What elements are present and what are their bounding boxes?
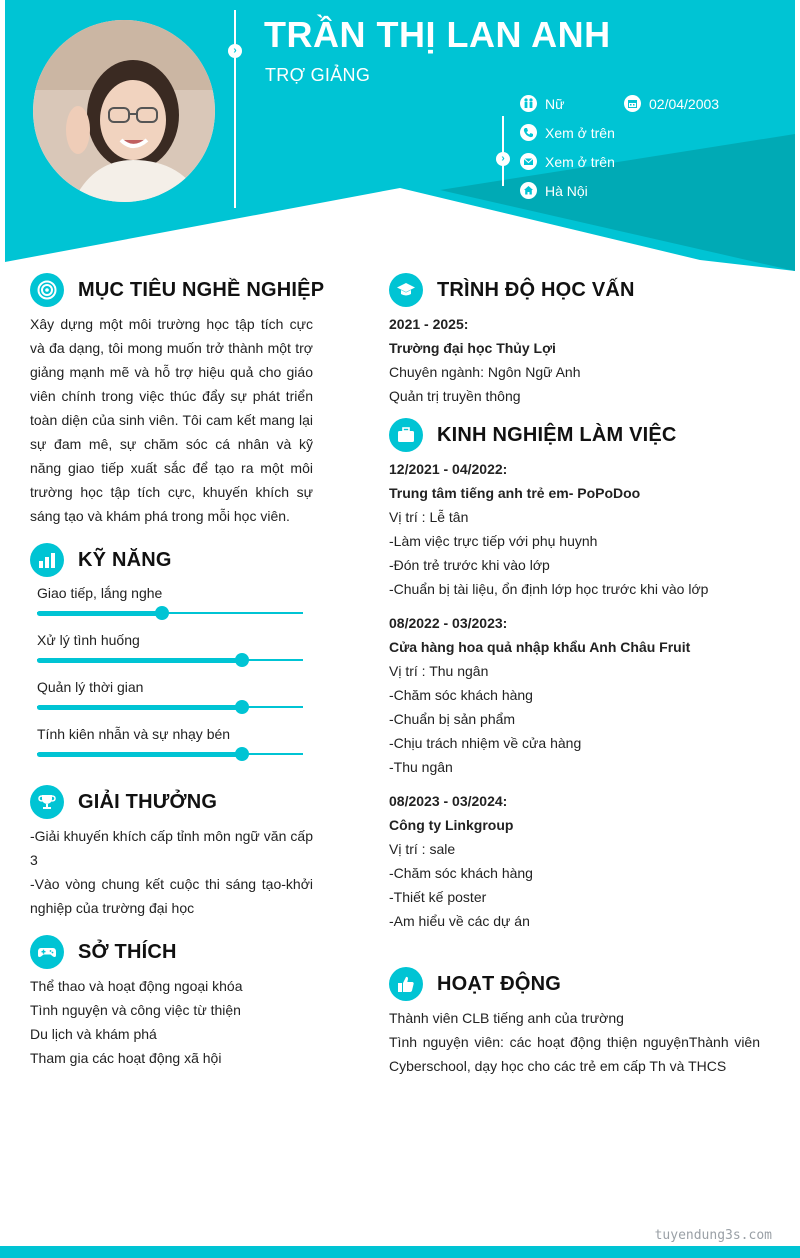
job-entry <box>389 457 708 601</box>
phone-row <box>520 124 615 141</box>
experience-title: KINH NGHIỆM LÀM VIỆC <box>437 423 677 446</box>
trophy-icon <box>30 785 64 819</box>
email-value: Xem ở trên <box>545 153 615 170</box>
job-line: -Thu ngân <box>389 759 453 775</box>
skill-label: Tính kiên nhẫn và sự nhạy bén <box>37 726 231 742</box>
hobbies-title: SỞ THÍCH <box>78 940 177 963</box>
activity-item: Tình nguyện viên: các hoạt động thiện nguyệnThành viên Cyberschool, dạy học cho các trẻ em cấp Th và THCS <box>389 1034 760 1074</box>
objective-title: MỤC TIÊU NGHỀ NGHIỆP <box>78 278 325 301</box>
home-icon <box>520 182 537 199</box>
job-line: -Làm việc trực tiếp với phụ huynh <box>389 533 598 549</box>
birthday-value: 02/04/2003 <box>649 95 720 112</box>
header-divider <box>234 10 236 208</box>
hobby-item: Du lịch và khám phá <box>30 1026 157 1042</box>
activities-list <box>389 1006 760 1078</box>
awards-list <box>30 824 313 920</box>
email-row <box>520 153 615 170</box>
education-period: 2021 - 2025: <box>389 316 469 332</box>
job-company: Công ty Linkgroup <box>389 817 514 833</box>
award-item: -Vào vòng chung kết cuộc thi sáng tạo-khởi nghiệp của trường đại học <box>30 876 313 916</box>
chevron-right-icon: › <box>228 44 242 58</box>
skill-label: Giao tiếp, lắng nghe <box>37 585 163 601</box>
job-line: -Chuẩn bị tài liệu, ổn định lớp học trước khi vào lớp <box>389 581 709 597</box>
skill-label: Xử lý tình huống <box>37 632 140 648</box>
skill-fill <box>37 658 242 663</box>
gender-icon <box>520 95 537 112</box>
gender-value: Nữ <box>545 95 565 112</box>
birthday-row <box>624 95 719 112</box>
job-period: 12/2021 - 04/2022: <box>389 461 508 477</box>
address-row <box>520 182 588 199</box>
hobbies-header <box>30 935 177 969</box>
skill-fill <box>37 705 242 710</box>
job-line: -Chăm sóc khách hàng <box>389 865 533 881</box>
avatar <box>33 20 215 202</box>
hobby-item: Thể thao và hoạt động ngoại khóa <box>30 978 243 994</box>
hobby-item: Tình nguyện và công việc từ thiện <box>30 1002 241 1018</box>
education-title: TRÌNH ĐỘ HỌC VẤN <box>437 278 635 301</box>
job-period: 08/2022 - 03/2023: <box>389 615 508 631</box>
hobbies-list <box>30 974 243 1070</box>
education-major: Chuyên ngành: Ngôn Ngữ Anh <box>389 364 581 380</box>
phone-value: Xem ở trên <box>545 124 615 141</box>
phone-icon <box>520 124 537 141</box>
envelope-icon <box>520 153 537 170</box>
job-title: TRỢ GIẢNG <box>265 65 371 85</box>
calendar-icon <box>624 95 641 112</box>
skills-header <box>30 543 172 577</box>
gender-row <box>520 95 564 112</box>
chevron-right-icon: › <box>496 152 510 166</box>
contact-divider <box>502 116 504 186</box>
footer-bar <box>0 1246 800 1258</box>
address-value: Hà Nội <box>545 182 588 199</box>
briefcase-icon <box>389 418 423 452</box>
thumbs-up-icon <box>389 967 423 1001</box>
bar-chart-icon <box>30 543 64 577</box>
objective-text: Xây dựng một môi trường học tập tích cực và đa dạng, tôi mong muốn trở thành một trợ giảng mạnh mẽ và hỗ trợ hiệu quả cho giáo viên chính trong việc thúc đẩy sự phát triển toàn diện của sinh viên. Tôi cam kết mang lại sự đam mê, sự chăm sóc cá nhân và kỹ năng giao tiếp xuất sắc để tạo ra một môi trường học tập tích cực, khuyến khích sự sáng tạo và khám phá trong mỗi học viên. <box>30 316 313 524</box>
job-line: -Thiết kế poster <box>389 889 487 905</box>
job-line: -Đón trẻ trước khi vào lớp <box>389 557 550 573</box>
job-line: -Am hiểu về các dự án <box>389 913 530 929</box>
watermark: tuyendung3s.com <box>654 1228 772 1243</box>
job-period: 08/2023 - 03/2024: <box>389 793 508 809</box>
job-entry <box>389 611 690 779</box>
experience-header <box>389 418 677 452</box>
job-line: Vị trí : Thu ngân <box>389 663 489 679</box>
skill-level-knob <box>235 747 249 761</box>
gamepad-icon <box>30 935 64 969</box>
activity-item: Thành viên CLB tiếng anh của trường <box>389 1010 624 1026</box>
skill-level-knob <box>235 653 249 667</box>
job-company: Cửa hàng hoa quả nhập khẩu Anh Châu Fruit <box>389 639 691 655</box>
target-icon <box>30 273 64 307</box>
skill-fill <box>37 611 162 616</box>
education-entry <box>389 312 581 408</box>
activities-title: HOẠT ĐỘNG <box>437 972 562 995</box>
skill-level-knob <box>235 700 249 714</box>
job-company: Trung tâm tiếng anh trẻ em- PoPoDoo <box>389 485 641 501</box>
job-line: -Chuẩn bị sản phẩm <box>389 711 516 727</box>
skill-fill <box>37 752 242 757</box>
education-header <box>389 273 635 307</box>
awards-header <box>30 785 217 819</box>
awards-title: GIẢI THƯỞNG <box>78 790 218 813</box>
hobby-item: Tham gia các hoạt động xã hội <box>30 1050 222 1066</box>
full-name: TRẦN THỊ LAN ANH <box>264 14 611 55</box>
activities-header <box>389 967 561 1001</box>
job-line: -Chăm sóc khách hàng <box>389 687 533 703</box>
award-item: -Giải khuyến khích cấp tỉnh môn ngữ văn cấp 3 <box>30 828 313 868</box>
objective-header <box>30 273 324 307</box>
header-banner <box>0 0 800 280</box>
education-minor: Quản trị truyền thông <box>389 388 521 404</box>
job-line: Vị trí : sale <box>389 841 456 857</box>
skill-level-knob <box>155 606 169 620</box>
education-school: Trường đại học Thủy Lợi <box>389 340 556 356</box>
job-line: -Chịu trách nhiệm về cửa hàng <box>389 735 582 751</box>
skills-title: KỸ NĂNG <box>78 548 172 571</box>
graduation-cap-icon <box>389 273 423 307</box>
skill-label: Quản lý thời gian <box>37 679 144 695</box>
job-entry <box>389 789 533 933</box>
job-line: Vị trí : Lễ tân <box>389 509 469 525</box>
